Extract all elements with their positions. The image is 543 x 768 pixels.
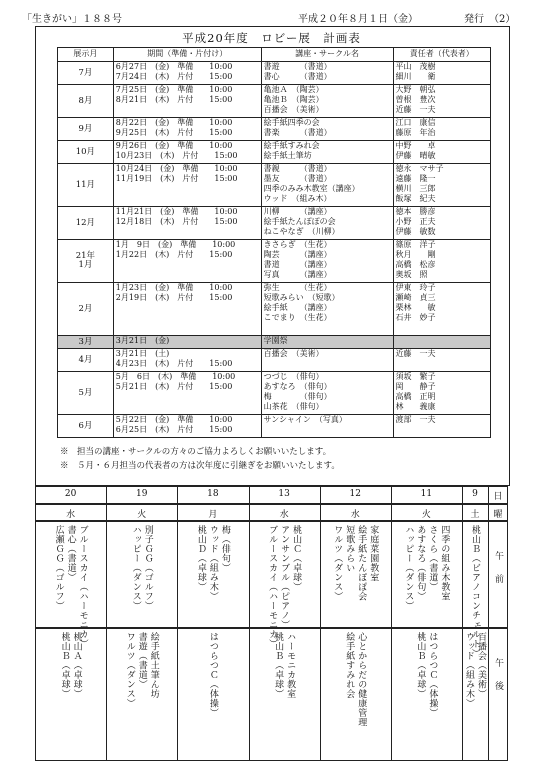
representative-cell-line: 高橋 松彦 bbox=[395, 260, 436, 269]
group-cell-line: ねこやなぎ （川柳） bbox=[263, 227, 340, 236]
month-cell bbox=[58, 240, 114, 283]
group-cell-line: 川柳 （講座） bbox=[263, 207, 332, 216]
afternoon-entry: 絵手紙すみれ会 bbox=[344, 632, 355, 699]
plan-row bbox=[58, 207, 491, 240]
month-cell bbox=[58, 372, 114, 415]
afternoon-entry: はつらつＣ（体操） bbox=[207, 632, 218, 718]
group-cell bbox=[261, 62, 393, 85]
group-cell bbox=[261, 415, 393, 438]
period-cell-line bbox=[116, 403, 259, 413]
period-cell-line bbox=[116, 228, 259, 238]
afternoon-entry: ハーモニカ教室 bbox=[285, 632, 296, 699]
group-cell-line: 書心 （書道） bbox=[263, 72, 332, 81]
group-cell-line: 絵手紙土筆坊 bbox=[263, 151, 312, 160]
group-cell-line: 書楽 （書道） bbox=[263, 128, 332, 137]
period-cell-line: 5月22日 (金) 準備 10:00 bbox=[115, 415, 233, 424]
period-cell-line: 5月21日 (木) 片付 15:00 bbox=[115, 382, 233, 391]
month-cell bbox=[58, 85, 114, 118]
period-cell-line: 12月18日 (木) 片付 15:00 bbox=[115, 217, 238, 226]
plan-row bbox=[58, 164, 491, 207]
group-cell-line bbox=[264, 426, 391, 436]
morning-entry: 広瀬ＧＧ（ゴルフ） bbox=[53, 525, 64, 611]
group-cell bbox=[261, 349, 393, 372]
representative-cell-line: 岡 静子 bbox=[395, 382, 436, 391]
month-label: 9月 bbox=[78, 123, 93, 134]
morning-entry: ブルースカイ（ハーモニカ） bbox=[77, 525, 88, 649]
afternoon-entry: 桃山Ｂ（卓球） bbox=[415, 632, 426, 699]
month-label: 10月 bbox=[75, 146, 96, 157]
representative-cell-line: 大野 朝弘 bbox=[395, 85, 436, 94]
morning-label: 午前 bbox=[493, 551, 503, 597]
month-cell bbox=[58, 141, 114, 164]
group-cell-line: 絵手紙たんぽぽの会 bbox=[263, 217, 336, 226]
period-cell-line: 11月21日 (金) 準備 10:00 bbox=[115, 207, 238, 216]
representative-cell-line: 飯塚 紀夫 bbox=[395, 194, 436, 203]
morning-entry: 桃山Ｄ（卓球） bbox=[195, 525, 206, 592]
representative-cell-line: 細川 衛 bbox=[395, 72, 436, 81]
group-cell-line: 絵手紙 （講座） bbox=[263, 303, 332, 312]
period-cell bbox=[113, 164, 261, 207]
representative-cell-line: 横川 三郎 bbox=[395, 184, 436, 193]
representative-cell-line: 江口 康信 bbox=[395, 118, 436, 127]
group-cell-line: 書道 （講座） bbox=[263, 260, 332, 269]
date-label: 日 bbox=[493, 492, 503, 502]
plan-row bbox=[58, 283, 491, 336]
period-cell bbox=[113, 415, 261, 438]
date-cell: 12 bbox=[349, 489, 361, 499]
representative-cell-line: 高橋 正明 bbox=[395, 392, 436, 401]
group-cell-line: 陶芸 （講座） bbox=[263, 250, 332, 259]
representative-cell-line: 須坂 繁子 bbox=[395, 372, 436, 381]
representative-cell-line: 石井 妙子 bbox=[395, 313, 436, 322]
group-cell bbox=[261, 141, 393, 164]
date-cell: 11 bbox=[420, 489, 433, 499]
group-cell-line: 学園祭 bbox=[263, 336, 288, 345]
morning-entry: ハッピー（ダンス） bbox=[403, 525, 414, 611]
plan-header-row bbox=[58, 48, 491, 62]
representative-cell-line: 篠原 洋子 bbox=[395, 240, 436, 249]
morning-entry: 絵手紙たんぽぽ会 bbox=[356, 525, 367, 601]
representative-cell-line: 奥坂 照 bbox=[395, 270, 428, 279]
weekday-cell: 火 bbox=[421, 510, 431, 520]
group-cell-line: 書遊 （書道） bbox=[263, 62, 332, 71]
representative-cell bbox=[393, 85, 491, 118]
morning-entry: ハッピー（ダンス） bbox=[130, 525, 141, 611]
weekday-label: 曜 bbox=[493, 510, 503, 520]
lobby-exhibition-plan-table bbox=[57, 47, 491, 438]
representative-cell-line: 近藤 一夫 bbox=[395, 105, 436, 114]
representative-cell-line: 徳永 マサ子 bbox=[395, 164, 444, 173]
month-cell bbox=[58, 415, 114, 438]
morning-entry: 四季の組み木教室 bbox=[439, 525, 450, 601]
month-label: 3月 bbox=[78, 336, 93, 347]
group-cell bbox=[261, 372, 393, 415]
column-divider bbox=[391, 486, 392, 761]
date-cell: 18 bbox=[207, 489, 219, 499]
afternoon-entry: 心とからだの健康管理 bbox=[356, 632, 367, 727]
column-divider bbox=[462, 486, 463, 761]
group-cell-line: 亀池Ａ （陶芸） bbox=[263, 85, 324, 94]
col-header-representative: 責任者（代表者） bbox=[393, 48, 491, 62]
weekday-cell: 水 bbox=[66, 510, 76, 520]
group-cell bbox=[261, 85, 393, 118]
period-cell-line: 6月27日 (金) 準備 10:00 bbox=[115, 62, 233, 71]
afternoon-entry: 百播会（美術） bbox=[476, 632, 486, 699]
month-label: 5月 bbox=[78, 387, 93, 398]
weekday-cell: 水 bbox=[279, 510, 289, 520]
col-header-period: 期間（準備・片付け） bbox=[113, 48, 261, 62]
group-cell bbox=[261, 118, 393, 141]
plan-row bbox=[58, 415, 491, 438]
notes bbox=[60, 445, 340, 473]
representative-cell-line: 伊東 玲子 bbox=[395, 283, 436, 292]
group-cell-line: 亀池Ｂ （陶芸） bbox=[263, 95, 324, 104]
period-cell-line: 9月25日 (木) 片付 15:00 bbox=[115, 128, 233, 137]
morning-entry: 書心（書道） bbox=[65, 525, 76, 582]
period-cell-line: 6月25日 (木) 片付 15:00 bbox=[115, 425, 233, 434]
group-cell-line: サンシャイン （写真） bbox=[263, 415, 347, 424]
period-cell-line: 8月22日 (金) 準備 10:00 bbox=[115, 118, 233, 127]
group-cell-line: 山茶花 （俳句） bbox=[263, 402, 324, 411]
period-cell-line: 10月24日 (金) 準備 10:00 bbox=[115, 164, 238, 173]
period-cell-line: 10月23日 (木) 片付 15:00 bbox=[115, 151, 238, 160]
plan-row bbox=[58, 349, 491, 372]
plan-row bbox=[58, 62, 491, 85]
weekday-cell: 火 bbox=[137, 510, 147, 520]
morning-entry: あすなろ（俳句） bbox=[415, 525, 426, 601]
representative-cell-line: 遠藤 隆一 bbox=[395, 174, 436, 183]
page-number: 発行 （2） bbox=[464, 14, 516, 25]
group-cell-line: ウッド （組み木） bbox=[263, 194, 332, 203]
group-cell-line: こでまり （生花） bbox=[263, 313, 332, 322]
representative-cell bbox=[393, 240, 491, 283]
weekday-cell: 土 bbox=[470, 510, 480, 520]
morning-entry: ブルースカイ（ハーモニカ） bbox=[267, 525, 278, 649]
afternoon-entry: 桃山Ａ（卓球） bbox=[71, 632, 82, 699]
period-cell bbox=[113, 349, 261, 372]
weekly-schedule bbox=[35, 486, 508, 761]
morning-entry: アンサンブル（ピアノ） bbox=[279, 525, 290, 630]
afternoon-entry: 桃山Ｂ（卓球） bbox=[59, 632, 70, 699]
representative-cell-line: 伊藤 晴敏 bbox=[395, 151, 436, 160]
representative-cell-line: 林 義康 bbox=[395, 402, 436, 411]
morning-entry: さくら（書道） bbox=[427, 525, 438, 592]
month-cell bbox=[58, 283, 114, 336]
period-cell-line: 7月24日 (木) 片付 15:00 bbox=[115, 72, 233, 81]
page-header bbox=[0, 10, 543, 26]
weekday-cell: 水 bbox=[350, 510, 360, 520]
period-cell bbox=[113, 283, 261, 336]
period-cell-line bbox=[116, 324, 259, 334]
note-2: ※ ５月・６月担当の代表者の方は次年度に引継ぎをお願いいたします。 bbox=[60, 461, 340, 471]
morning-entry: 家庭菜園教室 bbox=[368, 525, 379, 582]
group-cell-line: 書親 （書道） bbox=[263, 164, 332, 173]
afternoon-entry: 桃山Ｂ（卓球） bbox=[273, 632, 284, 699]
representative-cell bbox=[393, 283, 491, 336]
period-cell-line: 7月25日 (金) 準備 10:00 bbox=[115, 85, 233, 94]
period-cell-line: 4月23日 (木) 片付 15:00 bbox=[115, 359, 233, 368]
group-cell bbox=[261, 164, 393, 207]
plan-title: 平成20年度 ロビー展 計画表 bbox=[182, 31, 361, 45]
afternoon-entry: はつらつＣ（体操） bbox=[427, 632, 438, 718]
newsletter-issue: 「生きがい」１８８号 bbox=[22, 14, 122, 25]
afternoon-entry: ワルツ（ダンス） bbox=[124, 632, 135, 708]
period-cell-line: 1月 9日 (金) 準備 10:00 bbox=[115, 240, 236, 249]
group-cell-line: 短歌みらい （短歌） bbox=[263, 293, 340, 302]
month-cell bbox=[58, 207, 114, 240]
representative-cell bbox=[393, 207, 491, 240]
month-label: 6月 bbox=[78, 420, 93, 431]
period-cell-line: 9月26日 (金) 準備 10:00 bbox=[115, 141, 233, 150]
period-cell-line: 2月19日 (木) 片付 15:00 bbox=[115, 293, 233, 302]
month-label: 7月 bbox=[78, 67, 93, 78]
month-label: 12月 bbox=[75, 217, 96, 228]
period-cell-line: 11月19日 (木) 片付 15:00 bbox=[115, 174, 238, 183]
representative-cell bbox=[393, 415, 491, 438]
period-cell bbox=[113, 62, 261, 85]
morning-entry: ワルツ（ダンス） bbox=[332, 525, 343, 601]
morning-entry: 桃山Ｃ（卓球） bbox=[291, 525, 302, 592]
period-cell-line bbox=[116, 393, 259, 403]
group-cell-line: 四季のみみ木教室（講座） bbox=[263, 184, 360, 193]
group-cell bbox=[261, 207, 393, 240]
month-cell bbox=[58, 164, 114, 207]
representative-cell-line: 小野 正夫 bbox=[395, 217, 436, 226]
morning-entry: 別子ＧＧ（ゴルフ） bbox=[142, 525, 153, 611]
group-cell-line: きさらぎ （生花） bbox=[263, 240, 332, 249]
period-cell-line bbox=[116, 185, 259, 195]
month-label: 21年 1月 bbox=[75, 251, 96, 270]
label-column bbox=[488, 486, 508, 761]
plan-row bbox=[58, 141, 491, 164]
period-cell bbox=[113, 118, 261, 141]
representative-cell-line bbox=[396, 426, 489, 436]
group-cell-line: 梅 （俳句） bbox=[263, 392, 332, 401]
afternoon-entry: ウッド（組み木） bbox=[464, 632, 474, 708]
date-cell: 20 bbox=[64, 489, 77, 499]
afternoon-label: 午後 bbox=[493, 658, 503, 704]
representative-cell-line: 藤原 年治 bbox=[395, 128, 436, 137]
col-header-group: 講座・サークル名 bbox=[261, 48, 393, 62]
representative-cell bbox=[393, 336, 491, 349]
representative-cell bbox=[393, 164, 491, 207]
period-cell-line: 1月23日 (金) 準備 10:00 bbox=[115, 283, 233, 292]
group-cell-line: つづじ （俳句） bbox=[263, 372, 324, 381]
period-cell bbox=[113, 240, 261, 283]
group-cell-line: 絵手紙四季の会 bbox=[263, 118, 320, 127]
date-cell: 19 bbox=[136, 489, 148, 499]
morning-entry: 梅（俳句） bbox=[219, 525, 230, 573]
representative-cell-line: 秋月 剛 bbox=[395, 250, 436, 259]
group-cell-line: あすなろ （俳句） bbox=[263, 382, 332, 391]
period-cell bbox=[113, 372, 261, 415]
column-divider bbox=[249, 486, 250, 761]
group-cell-line: 百播会 （美術） bbox=[263, 105, 324, 114]
representative-cell-line: 伊藤 敏数 bbox=[395, 227, 436, 236]
afternoon-entry: 絵手紙土筆ん坊 bbox=[148, 632, 159, 699]
period-cell-line bbox=[116, 304, 259, 314]
period-cell-line bbox=[116, 271, 259, 281]
plan-row bbox=[58, 240, 491, 283]
representative-cell bbox=[393, 118, 491, 141]
period-cell-line bbox=[116, 261, 259, 271]
month-cell bbox=[58, 349, 114, 372]
representative-cell-line bbox=[396, 360, 489, 370]
representative-cell bbox=[393, 141, 491, 164]
col-header-month: 展示月 bbox=[58, 48, 114, 62]
representative-cell bbox=[393, 349, 491, 372]
period-cell-line: 3月21日 (土) bbox=[115, 349, 170, 358]
group-cell bbox=[261, 240, 393, 283]
group-cell-line: 墨友 （書道） bbox=[263, 174, 332, 183]
representative-cell-line: 徳本 勝彦 bbox=[395, 207, 436, 216]
group-cell-line: 絵手紙すみれ会 bbox=[263, 141, 320, 150]
date-cell: 13 bbox=[278, 489, 290, 499]
representative-cell bbox=[393, 372, 491, 415]
month-cell bbox=[58, 336, 114, 349]
period-cell-line: 5月 6日 (木) 準備 10:00 bbox=[115, 372, 236, 381]
column-divider bbox=[320, 486, 321, 761]
afternoon-entry: 書遊（書道） bbox=[136, 632, 147, 689]
period-cell bbox=[113, 336, 261, 349]
representative-cell-line: 中野 卓 bbox=[395, 141, 436, 150]
month-label: 11月 bbox=[75, 179, 96, 190]
plan-row bbox=[58, 118, 491, 141]
plan-body bbox=[58, 62, 491, 438]
period-cell bbox=[113, 207, 261, 240]
month-label: 4月 bbox=[78, 354, 93, 365]
representative-cell-line: 平山 茂樹 bbox=[395, 62, 436, 71]
column-divider bbox=[177, 486, 178, 761]
month-label: 8月 bbox=[78, 95, 93, 106]
period-cell-line: 8月21日 (木) 片付 15:00 bbox=[115, 95, 233, 104]
period-cell bbox=[113, 141, 261, 164]
representative-cell-line: 曽根 豊次 bbox=[395, 95, 436, 104]
date-cell: 9 bbox=[472, 489, 478, 499]
representative-cell bbox=[393, 62, 491, 85]
weekday-cell: 月 bbox=[208, 510, 218, 520]
plan-row bbox=[58, 336, 491, 349]
group-cell-line: 百播会 （美術） bbox=[263, 349, 324, 358]
plan-row bbox=[58, 85, 491, 118]
note-1: ※ 担当の講座・サークルの方々のご協力よろしくお願いいたします。 bbox=[60, 447, 332, 457]
month-cell bbox=[58, 62, 114, 85]
plan-row bbox=[58, 372, 491, 415]
representative-cell-line bbox=[396, 337, 489, 347]
morning-entry: ウッド（組み木） bbox=[207, 525, 218, 601]
period-cell-line bbox=[116, 195, 259, 205]
month-cell bbox=[58, 118, 114, 141]
representative-cell-line: 渡部 一夫 bbox=[395, 415, 436, 424]
period-cell-line: 1月22日 (木) 片付 15:00 bbox=[115, 250, 233, 259]
month-label: 2月 bbox=[78, 303, 93, 314]
representative-cell-line: 瀬崎 貞三 bbox=[395, 293, 436, 302]
group-cell-line: 弥生 （生花） bbox=[263, 283, 332, 292]
column-divider bbox=[106, 486, 107, 761]
group-cell bbox=[261, 283, 393, 336]
period-cell-line bbox=[116, 314, 259, 324]
group-cell-line: 写真 （講座） bbox=[263, 270, 332, 279]
representative-cell-line: 栗林 敏 bbox=[395, 303, 436, 312]
group-cell-line bbox=[264, 360, 391, 370]
column-divider bbox=[35, 486, 36, 761]
group-cell bbox=[261, 336, 393, 349]
morning-entry: 短歌みらい bbox=[344, 525, 355, 573]
representative-cell-line: 近藤 一夫 bbox=[395, 349, 436, 358]
period-cell bbox=[113, 85, 261, 118]
morning-entry: 桃山Ｂ（ビアノコンチェルト） bbox=[470, 525, 480, 658]
period-cell-line: 3月21日 (金) bbox=[115, 336, 170, 345]
issue-date: 平成２０年８月１日（金） bbox=[298, 14, 418, 25]
